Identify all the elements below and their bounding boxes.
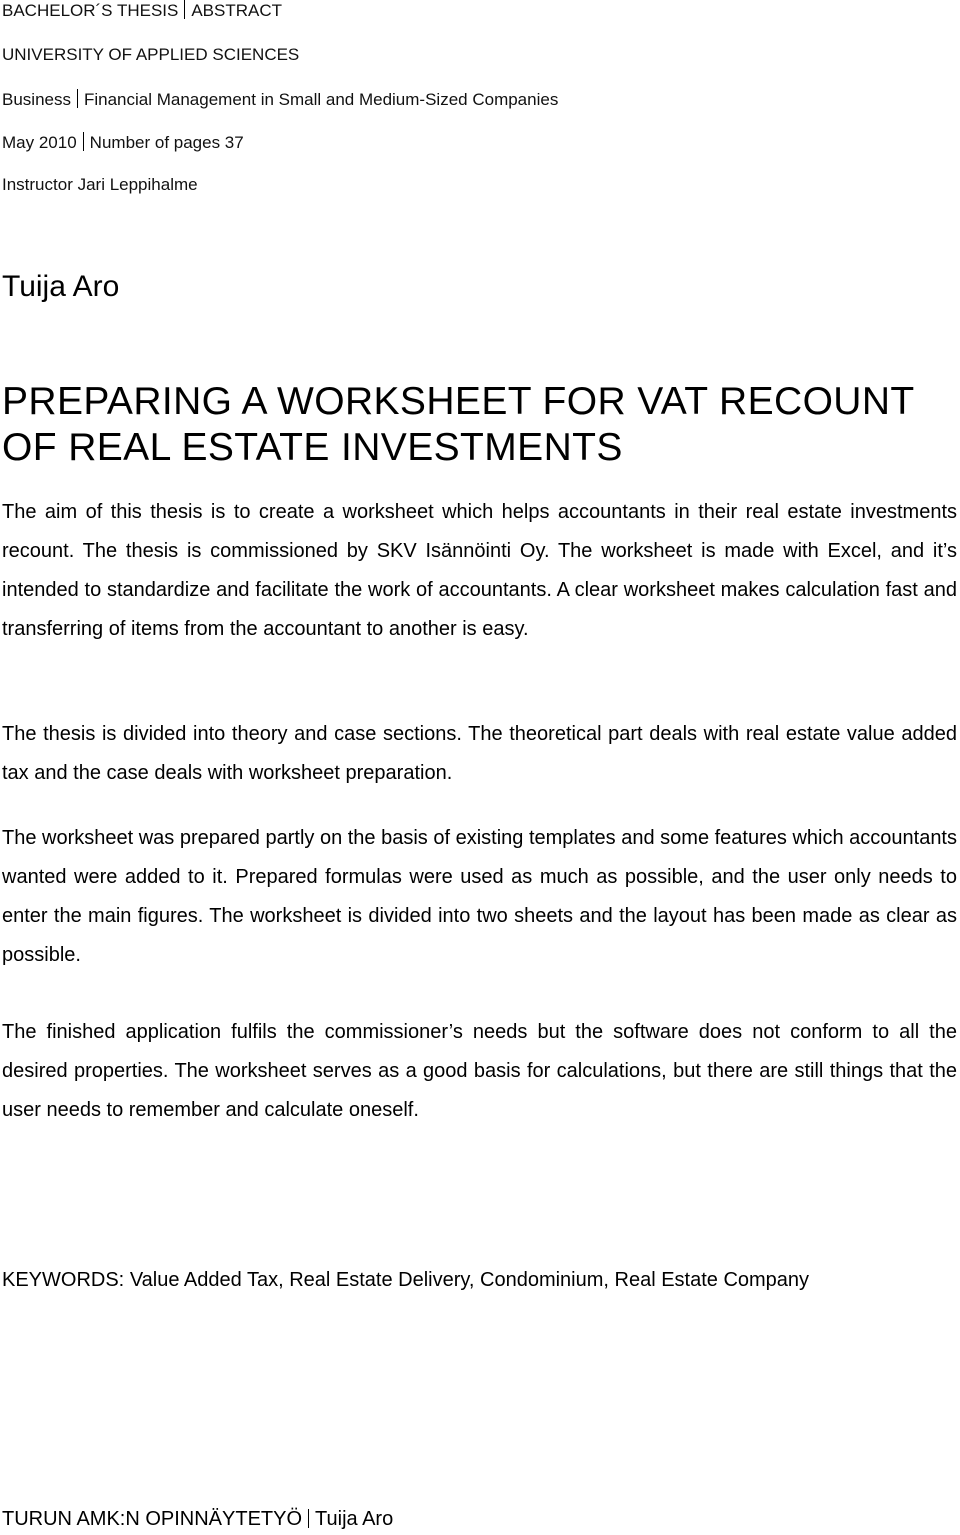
separator <box>83 132 84 151</box>
abstract-paragraph-1: The aim of this thesis is to create a worksheet which helps accountants in their real estate investments recount. The thesis is commissioned by SKV Isännöinti Oy. The worksheet is made with Excel, and it’s intended to standardize and facilitate the work of accountants. A clear worksheet makes calculation fast and transferring of items from the accountant to another is easy. <box>2 501 957 640</box>
page-count: Number of pages 37 <box>89 133 244 152</box>
specialisation: Financial Management in Small and Medium-Sized Companies <box>83 90 559 109</box>
document-type: ABSTRACT <box>191 1 283 20</box>
header-line-thesis-type <box>2 0 282 21</box>
header-line-programme <box>2 89 558 110</box>
author-name: Tuija Aro <box>2 270 120 303</box>
keywords-label: KEYWORDS: <box>2 1269 125 1291</box>
header-line-date <box>2 132 244 153</box>
footer-institution: TURUN AMK:N OPINNÄYTETYÖ <box>2 1508 303 1530</box>
separator <box>77 89 78 108</box>
separator <box>308 1509 309 1528</box>
thesis-title <box>2 379 915 471</box>
degree-programme: Business <box>2 90 71 109</box>
footer <box>2 1507 393 1531</box>
keywords-list: Value Added Tax, Real Estate Delivery, Condominium, Real Estate Company <box>129 1269 810 1291</box>
footer-author: Tuija Aro <box>315 1508 394 1530</box>
title-line-2: OF REAL ESTATE INVESTMENTS <box>2 426 623 469</box>
date: May 2010 <box>2 133 77 152</box>
keywords <box>2 1267 809 1293</box>
separator <box>184 0 185 19</box>
abstract-paragraph-2: The thesis is divided into theory and case sections. The theoretical part deals with real estate value added tax and the case deals with worksheet preparation. <box>2 723 957 784</box>
abstract-paragraph-3: The worksheet was prepared partly on the basis of existing templates and some features which accountants wanted were added to it. Prepared formulas were used as much as possible, and the user only needs to enter the main figures. The worksheet is divided into two sheets and the layout has been made as clear as possible. <box>2 827 957 966</box>
instructor: Instructor Jari Leppihalme <box>2 175 198 194</box>
thesis-type: BACHELOR´S THESIS <box>2 1 179 20</box>
title-line-1: PREPARING A WORKSHEET FOR VAT RECOUNT <box>2 380 915 423</box>
abstract-paragraph-4: The finished application fulfils the commissioner’s needs but the software does not conform to all the desired properties. The worksheet serves as a good basis for calculations, but there are still things that the user needs to remember and calculate oneself. <box>2 1021 957 1121</box>
university-name: UNIVERSITY OF APPLIED SCIENCES <box>2 45 300 64</box>
